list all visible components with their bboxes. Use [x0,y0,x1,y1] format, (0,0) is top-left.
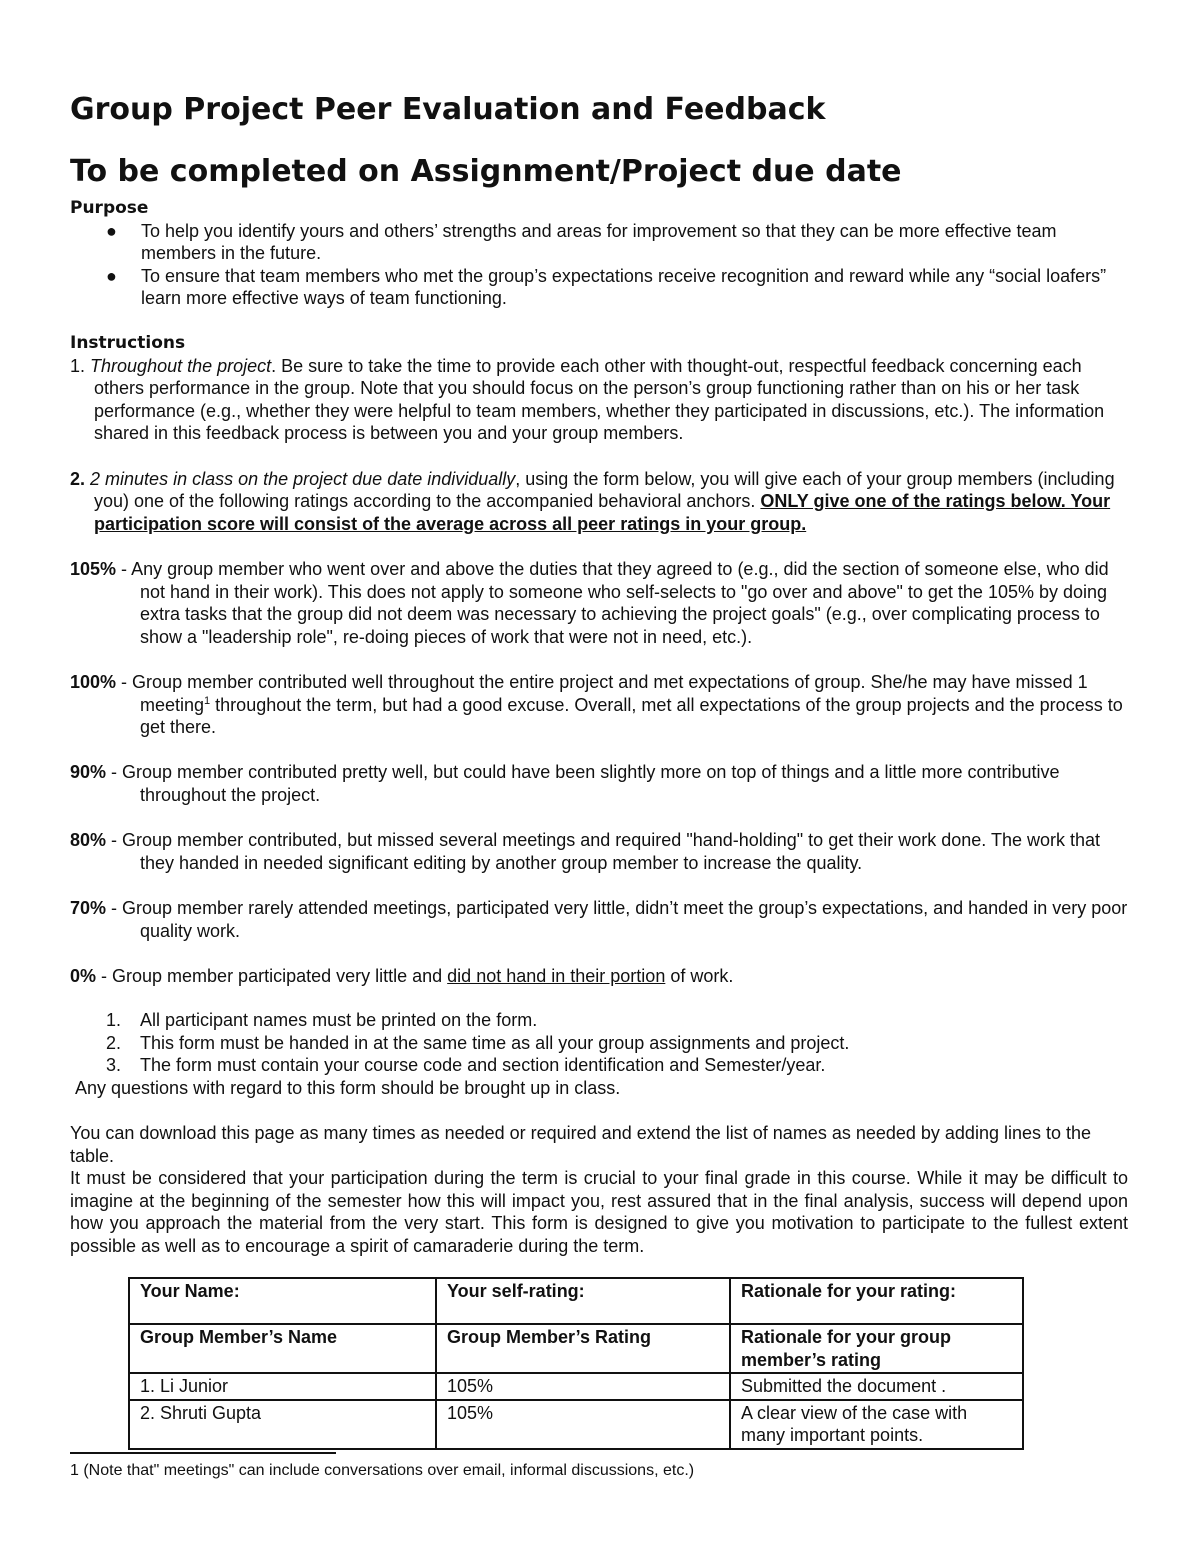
purpose-bullet: ● To ensure that team members who met the group’s expectations receive recognition and reward while any “social loafers” learn more effective ways of team functioning. [106,265,1107,309]
member-name-cell: 2. Shruti Gupta [129,1400,436,1449]
instructions-section [70,332,1130,535]
table-header-cell: Your Name: [129,1278,436,1324]
purpose-heading: Purpose [70,198,149,218]
member-name-cell: 1. Li Junior [129,1373,436,1400]
rating-100: 100% - Group member contributed well throughout the entire project and met expectations of group. She/he may have missed 1 meeting$^1$ throughout the term, but had a good excuse. Overall, met all expectations of the group projects and the process to get there. [70,671,1123,738]
closing-notes [70,1122,1128,1258]
rating-70: 70% - Group member rarely attended meetings, participated very little, didn’t meet the group’s expectations, and handed in very poor quality work. [70,897,1128,941]
instructions-heading: Instructions [70,333,186,353]
self-rating-header-row [129,1278,1023,1324]
member-header-row [129,1324,1023,1373]
rating-0: 0% - Group member participated very little and did not hand in their portion of work. [70,965,734,986]
ratings-list [70,558,1130,987]
table-header-cell: Group Member’s Name [129,1324,436,1373]
participation-note: It must be considered that your participation during the term is crucial to your final grade in this course. While it may be difficult to imagine at the beginning of the semester how this will impact you, rest assured that in the final analysis, success will depend upon how you approach the material from the very start. This form is designed to give you motivation to participate to the fullest extent possible as well as to encourage a spirit of camaraderie during the term. [70,1168,1128,1256]
list-item: 1. All participant names must be printed on the form. [106,1010,538,1030]
purpose-section [70,197,1130,310]
purpose-bullet: ● To help you identify yours and others’ strengths and areas for improvement so that they can be more effective team members in the future. [106,220,1057,264]
download-note: You can download this page as many times as needed or required and extend the list of names as needed by adding lines to the table. [70,1123,1092,1166]
instruction-item-2: 2. 2 minutes in class on the project due date individually, using the form below, you will give each of your group members (including you) one of the following ratings according to the accompanied behavioral anchors. ONLY give one of the ratings below. Your participation score will consist of the average across all peer ratings in your group. [70,468,1115,534]
rating-105: 105% - Any group member who went over and above the duties that they agreed to (e.g., did the section of someone else, who did not hand in their work). This does not apply to someone who self-selects to "go over and above" to get the 105% by doing extra tasks that the group did not deem was necessary to achieving the project goals" (e.g., over complicating process to show a "leadership role", re-doing pieces of work that were not in need, etc.). [70,559,1109,647]
list-item: 2. This form must be handed in at the same time as all your group assignments and project. [106,1032,850,1053]
rating-90: 90% - Group member contributed pretty well, but could have been slightly more on top of things and a little more contributive throughout the project. [70,762,1060,805]
requirements-list [70,1009,1130,1099]
footnote: 1 (Note that" meetings" can include conversations over email, informal discussions, etc.) [70,1462,695,1479]
peer-rating-table [128,1277,1024,1450]
list-item: 3. The form must contain your course code and section identification and Semester/year. [106,1055,826,1076]
table-header-cell: Your self-rating: [436,1278,730,1324]
member-rationale-cell: A clear view of the case with many important points. [730,1400,1023,1449]
bullet-dot-icon: ● [106,220,117,241]
member-rating-cell: 105% [436,1373,730,1400]
table-header-cell: Rationale for your rating: [730,1278,1023,1324]
member-rationale-cell: Submitted the document . [730,1373,1023,1400]
questions-note: Any questions with regard to this form should be brought up in class. [75,1077,621,1098]
table-header-cell: Rationale for your group member’s rating [730,1324,1023,1373]
member-rating-cell: 105% [436,1400,730,1449]
instruction-item-1: 1. Throughout the project. Be sure to take the time to provide each other with thought-out, respectful feedback concerning each others performance in the group. Note that you should focus on the person’s group functioning rather than on his or her task performance (e.g., whether they were helpful to team members, whether they participated in discussions, etc.). The information shared in this feedback process is between you and your group members. [70,355,1105,444]
page-title: Group Project Peer Evaluation and Feedback [70,92,826,127]
bullet-dot-icon: ● [106,265,117,286]
rating-80: 80% - Group member contributed, but missed several meetings and required "hand-holding" to get their work done. The work that they handed in needed significant editing by another group member to increase the quality. [70,830,1101,873]
table-row [129,1373,1023,1400]
table-header-cell: Group Member’s Rating [436,1324,730,1373]
page-subtitle: To be completed on Assignment/Project due date [70,154,902,189]
table-row [129,1400,1023,1449]
footnote-divider [70,1452,336,1454]
